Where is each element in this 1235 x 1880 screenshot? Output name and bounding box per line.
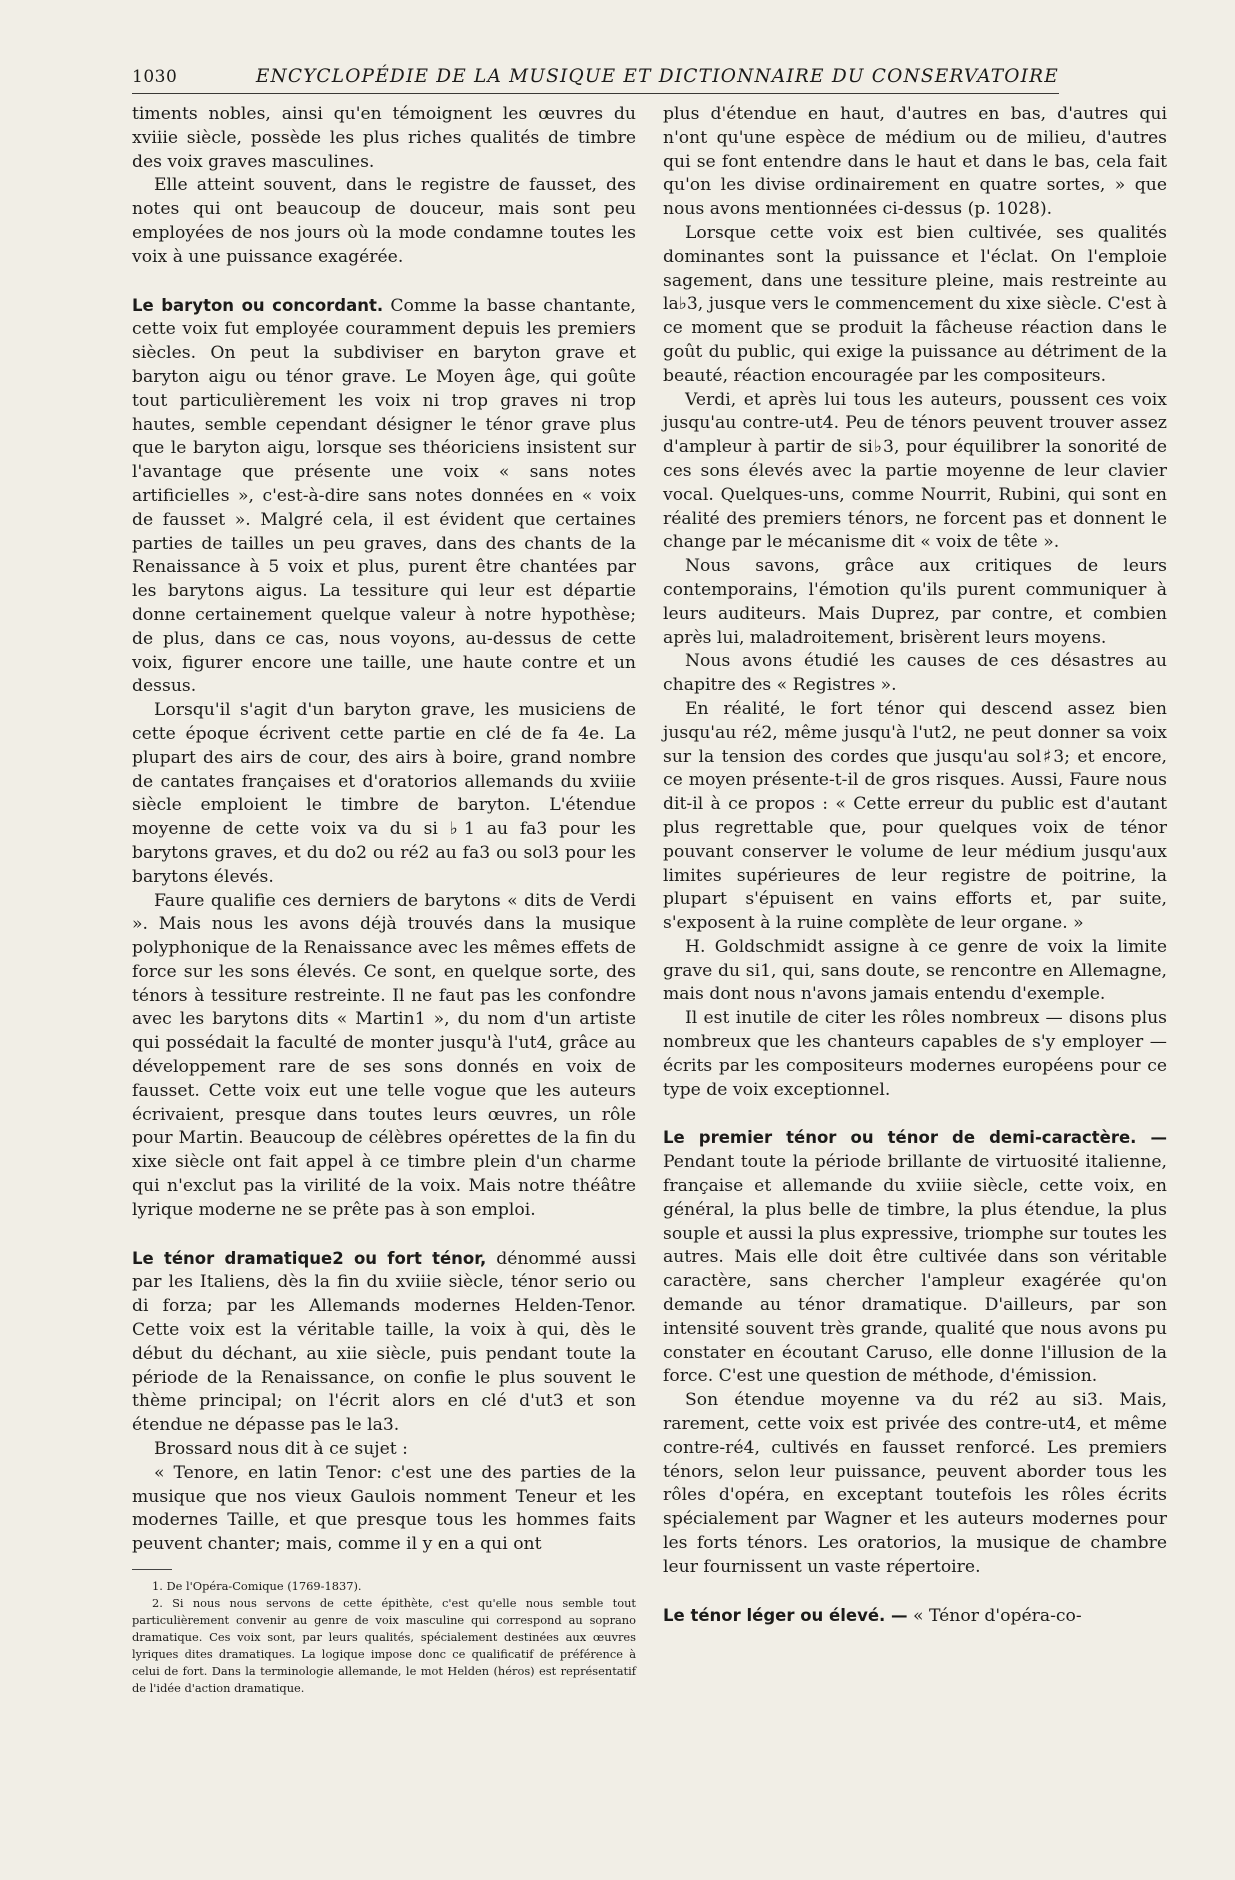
- section-heading-premier-tenor: Le premier ténor ou ténor de demi-caractère. —: [663, 1128, 1167, 1148]
- footnote-2: 2. Si nous nous servons de cette épithète, c'est qu'elle nous semble tout particulièrement convenir au genre de voix masculine qui correspond au soprano dramatique. Ces voix sont, par leurs qualités, spécialement destinées aux œuvres lyriques dites dramatiques. La logique impose donc ce qualificatif de préférence à celui de fort. Dans la terminologie allemande, le mot Helden (héros) est représentatif de l'idée d'action dramatique.: [132, 1596, 636, 1696]
- paragraph: H. Goldschmidt assigne à ce genre de voix la limite grave du si1, qui, sans doute, se rencontre en Allemagne, mais dont nous n'avons jamais entendu d'exemple.: [663, 936, 1167, 1005]
- running-head: [132, 66, 1059, 87]
- paragraph: Lorsque cette voix est bien cultivée, ses qualités dominantes sont la puissance et l'éclat. On l'emploie sagement, dans une tessiture pleine, mais restreinte au la♭3, jusque vers le commencement du xixe siècle. C'est à ce moment que se produit la fâcheuse réaction dans le goût du public, qui exige la puissance au détriment de la beauté, réaction encouragée par les compositeurs.: [663, 222, 1167, 386]
- section-heading-baryton: Le baryton ou concordant.: [132, 295, 384, 315]
- left-column: [132, 103, 636, 1697]
- paragraph: Lorsqu'il s'agit d'un baryton grave, les musiciens de cette époque écrivent cette partie en clé de fa 4e. La plupart des airs de cour, des airs à boire, grand nombre de cantates françaises et d'oratorios allemands du xviiie siècle emploient le timbre de baryton. L'étendue moyenne de cette voix va du si ♭1 au fa3 pour les barytons graves, et du do2 ou ré2 au fa3 ou sol3 pour les barytons élevés.: [132, 700, 636, 887]
- footnote-rule: [132, 1569, 172, 1570]
- section-heading-tenor-dramatique: Le ténor dramatique2 ou fort ténor,: [132, 1248, 487, 1268]
- paragraph: timents nobles, ainsi qu'en témoignent les œuvres du xviiie siècle, possède les plus riches qualités de timbre des voix graves masculines.: [132, 104, 636, 172]
- section-heading-tenor-leger: Le ténor léger ou élevé. —: [663, 1605, 908, 1625]
- paragraph: « Ténor d'opéra-co-: [913, 1605, 1082, 1626]
- paragraph: Il est inutile de citer les rôles nombreux — disons plus nombreux que les chanteurs capables de s'y employer — écrits par les compositeurs modernes européens pour ce type de voix exceptionnel.: [663, 1008, 1167, 1100]
- paragraph: Pendant toute la période brillante de virtuosité italienne, française et allemande du xviiie siècle, cette voix, en général, la plus belle de timbre, la plus étendue, la plus souple et aussi la plus expressive, triomphe sur toutes les autres. Mais elle doit être cultivée dans son véritable caractère, sans chercher l'ampleur exagérée qu'on demande au ténor dramatique. D'ailleurs, par son intensité souvent très grande, qualité que nous avons pu constater en écoutant Caruso, elle donne l'illusion de la force. C'est une question de méthode, d'émission.: [663, 1152, 1167, 1387]
- paragraph: En réalité, le fort ténor qui descend assez bien jusqu'au ré2, même jusqu'à l'ut2, ne peut donner sa voix sur la tension des cordes que jusqu'au sol♯3; et encore, ce moyen présente-t-il de gros risques. Aussi, Faure nous dit-il à ce propos : « Cette erreur du public est d'autant plus regrettable que, pour quelques voix de ténor pouvant conserver le volume de leur médium jusqu'aux limites supérieures de leur registre de poitrine, la plupart s'épuisent en vains efforts et, par suite, s'exposent à la ruine complète de leur organe. »: [663, 698, 1167, 934]
- paragraph: Nous savons, grâce aux critiques de leurs contemporains, l'émotion qu'ils purent communiquer à leurs auditeurs. Mais Duprez, par contre, et combien après lui, maladroitement, brisèrent leurs moyens.: [663, 556, 1167, 648]
- paragraph: Faure qualifie ces derniers de barytons « dits de Verdi ». Mais nous les avons déjà trouvés dans la musique polyphonique de la Renaissance avec les mêmes effets de force sur les sons élevés. Ce sont, en quelque sorte, des ténors à tessiture restreinte. Il ne faut pas les confondre avec les barytons dits « Martin1 », du nom d'un artiste qui possédait la faculté de monter jusqu'à l'ut4, grâce au développement rare de ses sons donnés en voix de fausset. Cette voix eut une telle vogue que les auteurs écrivaient, presque dans toutes leurs œuvres, un rôle pour Martin. Beaucoup de célèbres opérettes de la fin du xixe siècle ont fait appel à ce timbre plein d'un charme qui n'exclut pas la virilité de la voix. Mais notre théâtre lyrique moderne ne se prête pas à son emploi.: [132, 890, 636, 1220]
- running-title: ENCYCLOPÉDIE DE LA MUSIQUE ET DICTIONNAIRE DU CONSERVATOIRE: [255, 66, 1059, 87]
- footnotes: [132, 1578, 636, 1697]
- section-baryton: [132, 294, 636, 700]
- section-premier-tenor: [663, 1126, 1167, 1389]
- right-column: [663, 103, 1167, 1628]
- paragraph: Son étendue moyenne va du ré2 au si3. Mais, rarement, cette voix est privée des contre-ut4, et même contre-ré4, cultivés en fausset renforcé. Les premiers ténors, selon leur puissance, peuvent aborder tous les rôles d'opéra, en exceptant toutefois les rôles écrits spécialement par Wagner et les auteurs modernes pour les forts ténors. Les oratorios, la musique de chambre leur fournissent un vaste répertoire.: [663, 1390, 1167, 1577]
- paragraph: Verdi, et après lui tous les auteurs, poussent ces voix jusqu'au contre-ut4. Peu de ténors peuvent trouver assez d'ampleur à partir de si♭3, pour équilibrer la sonorité de ces sons élevés avec la partie moyenne de leur clavier vocal. Quelques-uns, comme Nourrit, Rubini, qui sont en réalité des premiers ténors, ne forcent pas et donnent le change par le mécanisme dit « voix de tête ».: [663, 389, 1167, 553]
- section-tenor-leger: [663, 1604, 1167, 1629]
- paragraph: Brossard nous dit à ce sujet :: [154, 1439, 408, 1460]
- footnote-1: 1. De l'Opéra-Comique (1769-1837).: [152, 1579, 362, 1594]
- paragraph: Comme la basse chantante, cette voix fut employée couramment depuis les premiers siècles. On peut la subdiviser en baryton grave et baryton aigu ou ténor grave. Le Moyen âge, qui goûte tout particulièrement les voix ni trop graves ni trop hautes, semble cependant désigner le ténor grave plus que le baryton aigu, lorsque ses théoriciens insistent sur l'avantage que présente une voix « sans notes artificielles », c'est-à-dire sans notes données en « voix de fausset ». Malgré cela, il est évident que certaines parties de tailles un peu graves, dans des chants de la Renaissance à 5 voix et plus, purent être chantées par les barytons aigus. La tessiture qui leur est départie donne certainement quelque valeur à notre hypothèse; de plus, dans ce cas, nous voyons, au-dessus de cette voix, figurer encore une taille, une haute contre et un dessus.: [132, 295, 636, 697]
- quotation: « Tenore, en latin Tenor: c'est une des parties de la musique que nos vieux Gaulois nomment Teneur et les modernes Taille, et que presque tous les hommes faits peuvent chanter; mais, comme il y en a qui ont: [132, 1462, 636, 1555]
- section-tenor-dramatique: [132, 1247, 636, 1438]
- header-rule: [132, 93, 1059, 94]
- paragraph: Elle atteint souvent, dans le registre de fausset, des notes qui ont beaucoup de douceur, mais sont peu employées de nos jours où la mode condamne toutes les voix à une puissance exagérée.: [132, 175, 636, 267]
- paragraph: plus d'étendue en haut, d'autres en bas, d'autres qui n'ont qu'une espèce de médium ou de milieu, d'autres qui se font entendre dans le haut et dans le bas, cela fait qu'on les divise ordinairement en quatre sortes, » que nous avons mentionnées ci-dessus (p. 1028).: [663, 104, 1167, 220]
- page-number: 1030: [132, 67, 178, 87]
- paragraph: dénommé aussi par les Italiens, dès la fin du xviiie siècle, ténor serio ou di forza; par les Allemands modernes Helden-Tenor. Cette voix est la véritable taille, la voix à qui, dès le début du déchant, au xiie siècle, puis pendant toute la période de la Renaissance, on confie le plus souvent le thème principal; on l'écrit alors en clé d'ut3 et son étendue ne dépasse pas le la3.: [132, 1248, 637, 1436]
- paragraph: Nous avons étudié les causes de ces désastres au chapitre des « Registres ».: [663, 651, 1167, 696]
